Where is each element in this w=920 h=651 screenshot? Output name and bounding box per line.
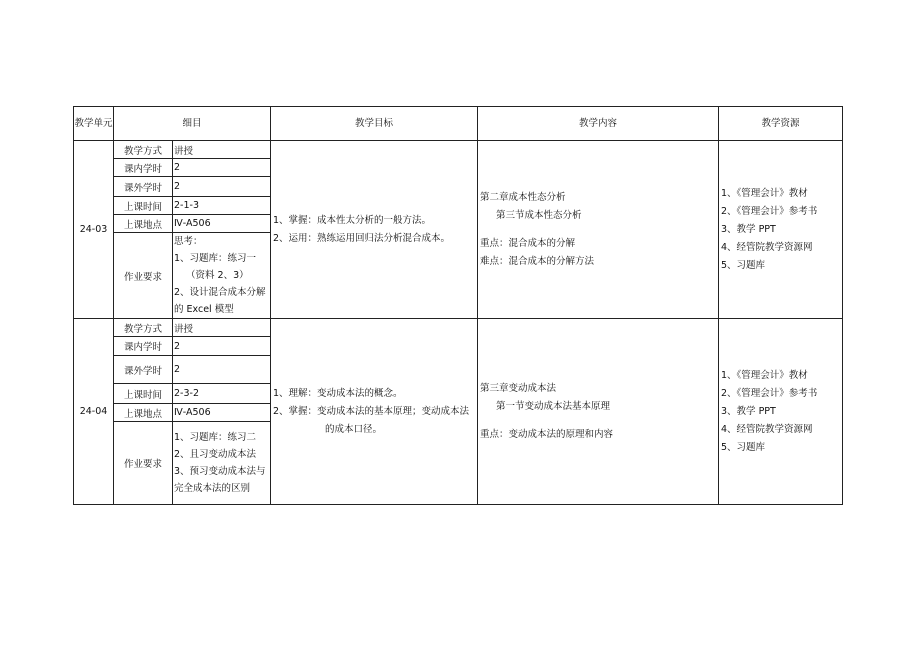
content-chapter: 第二章成本性态分析: [480, 191, 566, 203]
header-content: 教学内容: [478, 107, 719, 141]
out-hours-value: 2: [173, 177, 271, 197]
objectives-cell: [271, 319, 478, 505]
resources-cell: [719, 319, 843, 505]
in-hours-value: 2: [173, 159, 271, 177]
objective-item: 的成本口径。: [325, 423, 383, 435]
resource-item: 5、习题库: [721, 441, 766, 453]
method-value: 讲授: [173, 141, 271, 159]
time-value: 2-3-2: [173, 384, 271, 404]
objective-item: 2、运用：熟练运用回归法分析混合成本。: [273, 232, 451, 244]
homework-line: 2、且习变动成本法: [174, 449, 257, 460]
table-row: [74, 141, 843, 159]
unit-id: 24-03: [74, 141, 114, 319]
homework-line: 的 Excel 模型: [174, 304, 234, 315]
homework-label: 作业要求: [114, 233, 173, 319]
homework-line: 3、预习变动成本法与: [174, 466, 266, 477]
content-cell: [478, 319, 719, 505]
out-hours-label: 课外学时: [114, 177, 173, 197]
resource-item: 1、《管理会计》教材: [721, 187, 808, 199]
content-section: 第三节成本性态分析: [496, 209, 582, 221]
method-value: 讲授: [173, 319, 271, 337]
resource-item: 3、教学 PPT: [721, 223, 776, 235]
header-objectives: 教学目标: [271, 107, 478, 141]
in-hours-label: 课内学时: [114, 337, 173, 356]
content-section: 第一节变动成本法基本原理: [496, 400, 611, 412]
resource-item: 2、《管理会计》参考书: [721, 387, 818, 399]
homework-line: 完全成本法的区别: [174, 483, 251, 494]
teaching-plan-table: [73, 106, 843, 505]
place-value: Ⅳ-A506: [173, 215, 271, 233]
resource-item: 3、教学 PPT: [721, 405, 776, 417]
content-chapter: 第三章变动成本法: [480, 382, 557, 394]
in-hours-label: 课内学时: [114, 159, 173, 177]
homework-value: [173, 233, 271, 319]
header-row: [74, 107, 843, 141]
out-hours-label: 课外学时: [114, 356, 173, 384]
place-value: Ⅳ-A506: [173, 404, 271, 422]
header-unit: 教学单元: [74, 107, 114, 141]
resources-cell: [719, 141, 843, 319]
homework-line: （资料 2、3）: [186, 270, 249, 281]
resource-item: 1、《管理会计》教材: [721, 369, 808, 381]
place-label: 上课地点: [114, 215, 173, 233]
header-resources: 教学资源: [719, 107, 843, 141]
method-label: 教学方式: [114, 319, 173, 337]
out-hours-value: 2: [173, 356, 271, 384]
resource-item: 4、经管院教学资源网: [721, 423, 813, 435]
table-row: [74, 319, 843, 337]
homework-line: 2、设计混合成本分解: [174, 287, 266, 298]
time-label: 上课时间: [114, 384, 173, 404]
homework-line: 1、习题库：练习二: [174, 432, 257, 443]
content-key-point: 重点：混合成本的分解: [480, 237, 576, 249]
content-cell: [478, 141, 719, 319]
objective-item: 1、理解：变动成本法的概念。: [273, 387, 403, 399]
resource-item: 2、《管理会计》参考书: [721, 205, 818, 217]
content-difficulty: 难点：混合成本的分解方法: [480, 255, 595, 267]
method-label: 教学方式: [114, 141, 173, 159]
content-key-point: 重点：变动成本法的原理和内容: [480, 428, 614, 440]
homework-line: 思考：: [174, 236, 203, 247]
homework-label: 作业要求: [114, 422, 173, 505]
homework-value: [173, 422, 271, 505]
objectives-cell: [271, 141, 478, 319]
unit-id: 24-04: [74, 319, 114, 505]
objective-item: 2、掌握：变动成本法的基本原理；变动成本法: [273, 405, 470, 417]
place-label: 上课地点: [114, 404, 173, 422]
time-label: 上课时间: [114, 197, 173, 215]
in-hours-value: 2: [173, 337, 271, 356]
time-value: 2-1-3: [173, 197, 271, 215]
homework-line: 1、习题库：练习一: [174, 253, 257, 264]
resource-item: 4、经管院教学资源网: [721, 241, 813, 253]
resource-item: 5、习题库: [721, 259, 766, 271]
header-details: 细目: [114, 107, 271, 141]
objective-item: 1、掌握：成本性太分析的一般方法。: [273, 214, 432, 226]
